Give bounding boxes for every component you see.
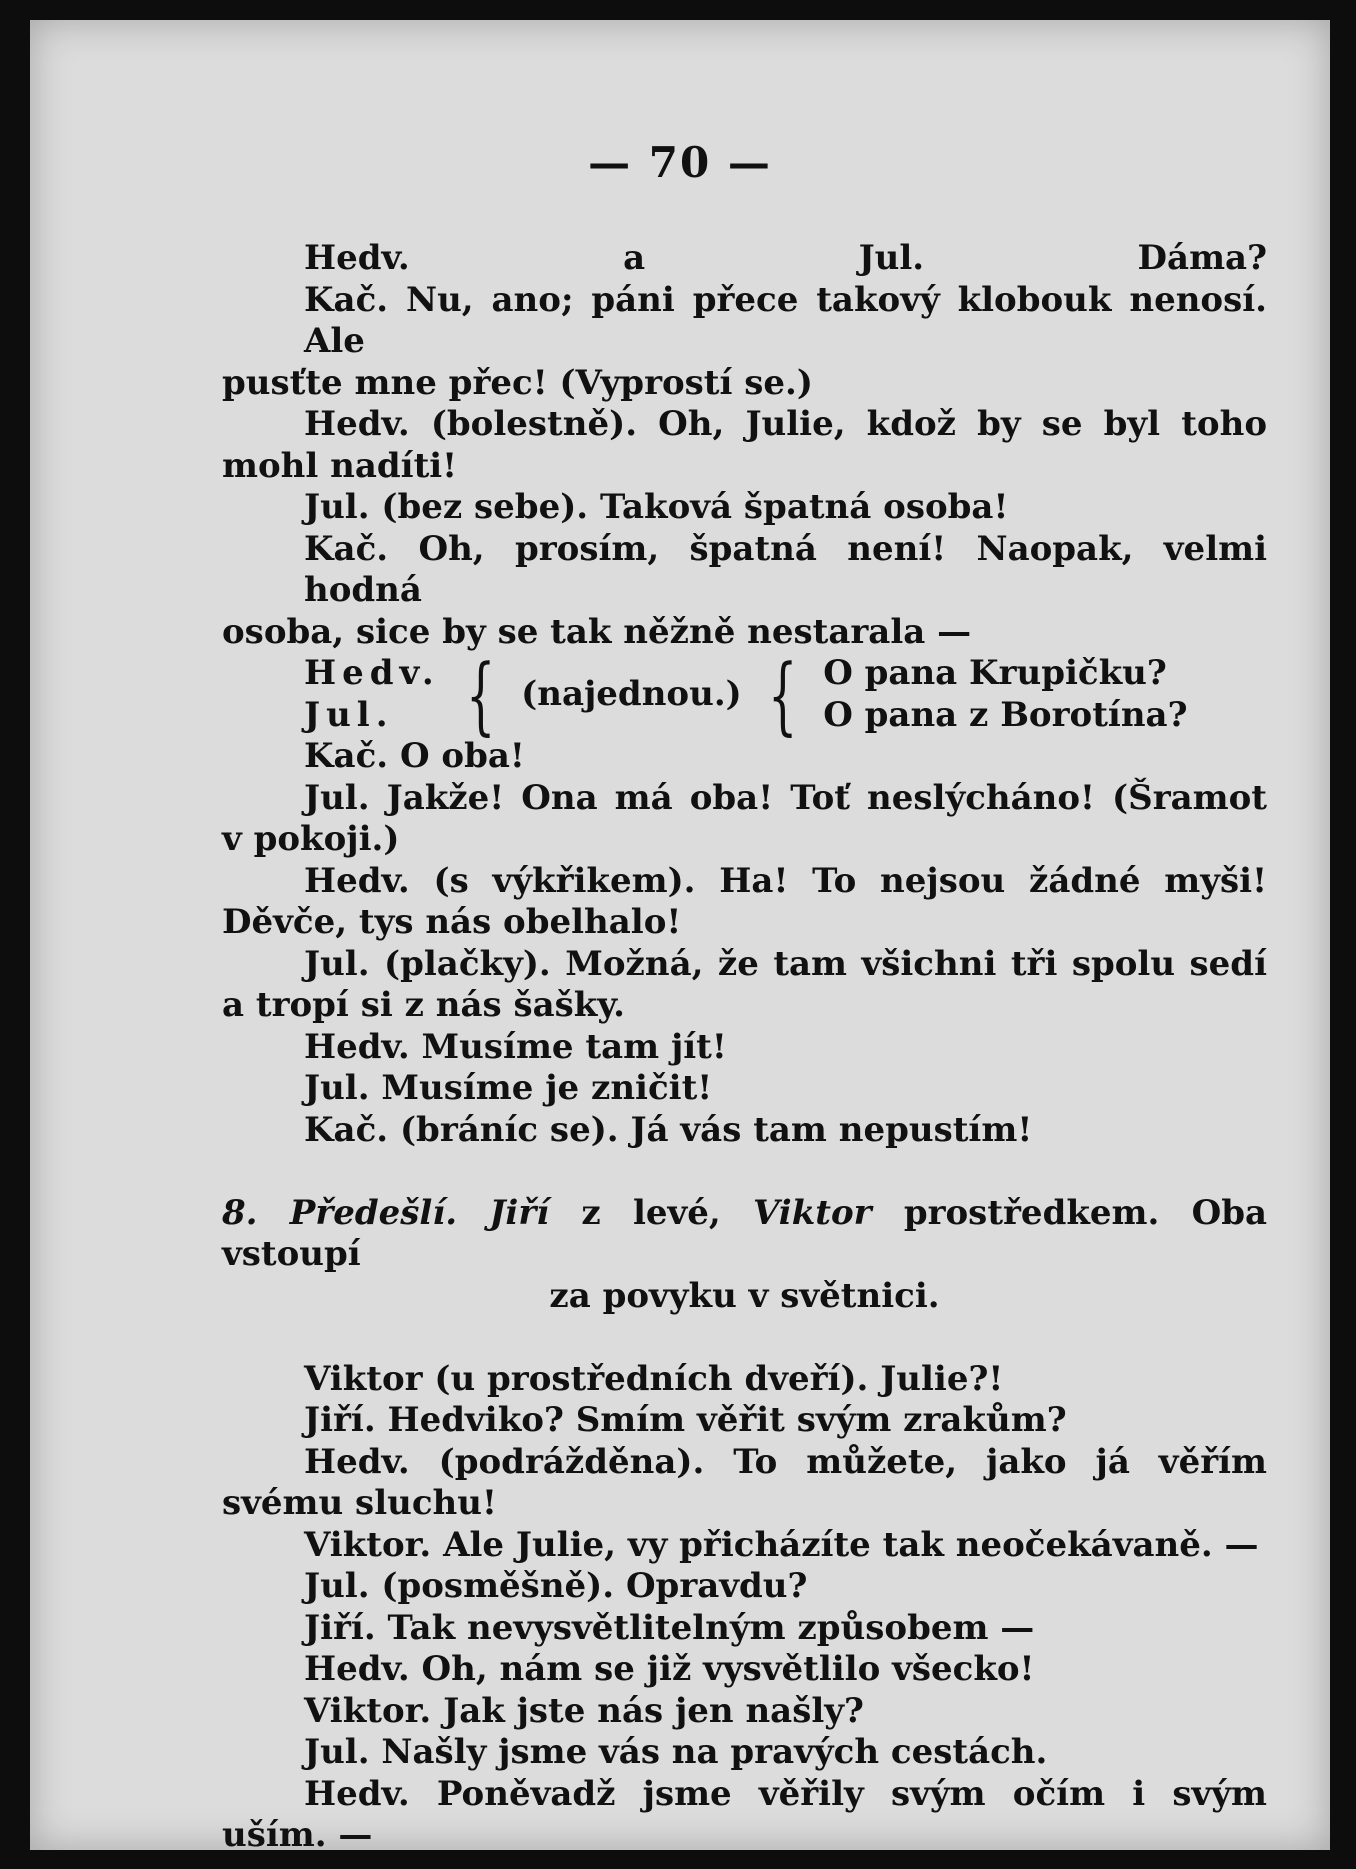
speech-line: O pana Krupičku? <box>823 653 1167 693</box>
text-line: Děvče, tys nás obelhalo! <box>222 902 682 942</box>
scene-heading <box>222 1193 1267 1276</box>
text-line: pusťte mne přec! (Vyprostí se.) <box>222 362 813 403</box>
text-line: Kač. Oh, prosím, špatná není! Naopak, velmi hodná <box>304 528 1267 610</box>
speech-line: O pana z Borotína? <box>823 694 1188 735</box>
text-line: osoba, sice by se tak něžně nestarala — <box>222 611 972 652</box>
text-line: Jul. (posměšně). Opravdu? <box>304 1566 808 1606</box>
text-line: Hedv. a Jul. Dáma? <box>304 238 1267 278</box>
text-line: Hedv. Poněvadž jsme věřily svým očím i svým <box>304 1773 1267 1814</box>
text-line: Hedv. Oh, nám se již vysvětlilo všecko! <box>304 1649 1035 1689</box>
simultaneous-speech <box>222 645 1267 744</box>
spacer <box>222 1151 1267 1193</box>
text-line: Jul. Našly jsme vás na pravých cestách. <box>304 1732 1048 1772</box>
scene-characters: Předešlí. <box>289 1192 458 1233</box>
scene-number: 8. <box>222 1192 258 1233</box>
stage-direction: (najednou.) <box>521 673 742 714</box>
text-line: mohl nadíti! <box>222 445 458 486</box>
spacer <box>222 1317 1267 1359</box>
speaker-name: Hedv. <box>304 653 440 693</box>
text-line: Hedv. (s výkřikem). Ha! To nejsou žádné myši! <box>304 860 1267 901</box>
brace-lines <box>823 653 1187 736</box>
text-line: Viktor. Ale Julie, vy přicházíte tak neočekávaně. — <box>304 1524 1259 1565</box>
text-line: Viktor (u prostředních dveří). Julie?! <box>304 1358 1004 1399</box>
page-text <box>222 238 1267 1857</box>
scene-text: prostředkem. Oba vstoupí <box>222 1192 1268 1274</box>
text-line: Kač. (bráníc se). Já vás tam nepustím! <box>304 1109 1033 1150</box>
speaker-name: Jul. <box>304 694 394 735</box>
book-page <box>30 20 1330 1855</box>
brace-glyph: { <box>465 645 496 744</box>
text-line: a tropí si z nás šašky. <box>222 985 626 1025</box>
text-line: Jul. Musíme je zničit! <box>304 1068 713 1108</box>
text-line: Jul. (plačky). Možná, že tam všichni tři spolu sedí <box>304 943 1267 984</box>
scene-text: z levé, <box>581 1192 721 1233</box>
text-line: Jul. (bez sebe). Taková špatná osoba! <box>304 487 1009 527</box>
brace-glyph: { <box>767 645 798 744</box>
brace-speakers <box>304 653 440 736</box>
scene-character: Viktor <box>753 1192 872 1233</box>
text-line: Hedv. (bolestně). Oh, Julie, kdož by se byl toho <box>304 404 1267 444</box>
text-line: Kač. O oba! <box>304 736 525 776</box>
scene-heading-line2: za povyku v světnici. <box>549 1275 940 1316</box>
text-line: Hedv. (podrážděna). To můžete, jako já věřím <box>304 1441 1267 1482</box>
text-line: Kač. Nu, ano; páni přece takový klobouk nenosí. Ale <box>304 279 1267 361</box>
text-line: svému sluchu! <box>222 1483 497 1523</box>
text-line: Jiří. Hedviko? Smím věřit svým zrakům? <box>304 1400 1067 1440</box>
text-line: Jul. Jakže! Ona má oba! Toť neslýcháno! (Šramot <box>304 777 1267 818</box>
text-line: Hedv. Musíme tam jít! <box>304 1026 727 1067</box>
text-line: Jiří. Tak nevysvětlitelným způsobem — <box>304 1607 1035 1648</box>
scene-character: Jiří <box>489 1192 550 1233</box>
text-line: uším. — <box>222 1815 373 1855</box>
text-line: Viktor. Jak jste nás jen našly? <box>304 1690 864 1731</box>
page-number: — 70 — <box>588 138 772 187</box>
text-line: v pokoji.) <box>222 819 400 859</box>
